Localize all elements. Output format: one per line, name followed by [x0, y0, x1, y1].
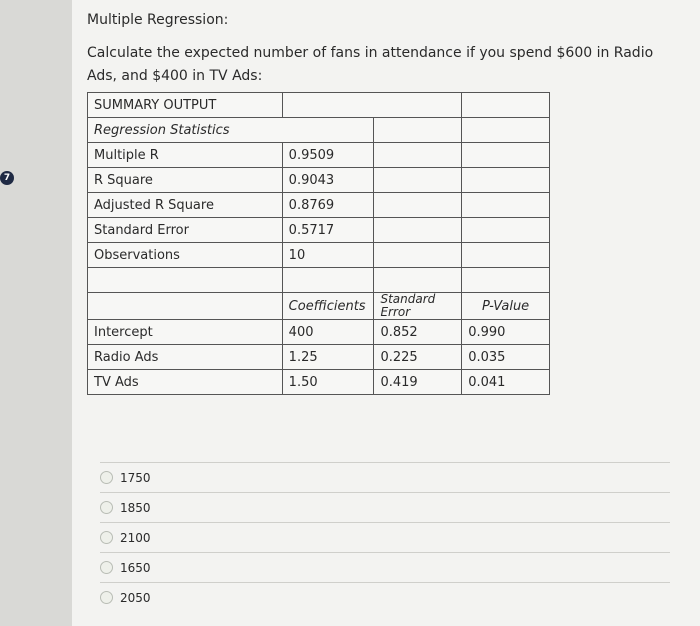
standard-error-header: Standard Error: [374, 293, 462, 320]
table-row: [88, 243, 550, 268]
radio-button[interactable]: [100, 531, 113, 544]
stat-label: Standard Error: [88, 218, 283, 243]
se-value: 0.225: [374, 345, 462, 370]
table-row: [88, 143, 550, 168]
question-title: Multiple Regression:: [87, 12, 229, 28]
regression-statistics-label: Regression Statistics: [88, 118, 374, 143]
table-header-row: [88, 293, 550, 320]
coef-value: 1.50: [282, 370, 374, 395]
table-row: [88, 370, 550, 395]
p-value: 0.041: [462, 370, 550, 395]
answer-option-label: 1750: [120, 470, 151, 485]
coef-label: Intercept: [88, 320, 283, 345]
table-row: [88, 218, 550, 243]
se-value: 0.852: [374, 320, 462, 345]
radio-button[interactable]: [100, 591, 113, 604]
stat-label: Observations: [88, 243, 283, 268]
radio-button[interactable]: [100, 471, 113, 484]
answer-option[interactable]: [100, 582, 670, 612]
table-row: [88, 118, 550, 143]
stat-label: Multiple R: [88, 143, 283, 168]
stat-value: 10: [282, 243, 374, 268]
table-row: [88, 168, 550, 193]
answer-option[interactable]: [100, 552, 670, 582]
regression-table: [87, 92, 550, 395]
coef-value: 400: [282, 320, 374, 345]
table-row: [88, 268, 550, 293]
p-value: 0.990: [462, 320, 550, 345]
coefficients-header: Coefficients: [282, 293, 374, 320]
answer-option[interactable]: [100, 462, 670, 492]
stat-label: Adjusted R Square: [88, 193, 283, 218]
answer-option[interactable]: [100, 492, 670, 522]
question-prompt: Calculate the expected number of fans in attendance if you spend $600 in Radio Ads, and $400 in TV Ads:: [87, 45, 654, 84]
stat-label: R Square: [88, 168, 283, 193]
summary-output-label: SUMMARY OUTPUT: [88, 93, 283, 118]
answer-option-label: 1850: [120, 500, 151, 515]
radio-button[interactable]: [100, 561, 113, 574]
se-value: 0.419: [374, 370, 462, 395]
radio-button[interactable]: [100, 501, 113, 514]
p-value-header: P-Value: [462, 293, 550, 320]
answer-option-label: 2050: [120, 590, 151, 605]
stat-value: 0.9043: [282, 168, 374, 193]
stat-value: 0.8769: [282, 193, 374, 218]
answer-options: [100, 462, 670, 612]
table-row: [88, 193, 550, 218]
answer-option[interactable]: [100, 522, 670, 552]
question-number-badge: 7: [0, 171, 14, 185]
table-row: [88, 320, 550, 345]
coef-value: 1.25: [282, 345, 374, 370]
stat-value: 0.5717: [282, 218, 374, 243]
coef-label: TV Ads: [88, 370, 283, 395]
stat-value: 0.9509: [282, 143, 374, 168]
p-value: 0.035: [462, 345, 550, 370]
answer-option-label: 1650: [120, 560, 151, 575]
table-row: [88, 345, 550, 370]
answer-option-label: 2100: [120, 530, 151, 545]
table-row: [88, 93, 550, 118]
coef-label: Radio Ads: [88, 345, 283, 370]
